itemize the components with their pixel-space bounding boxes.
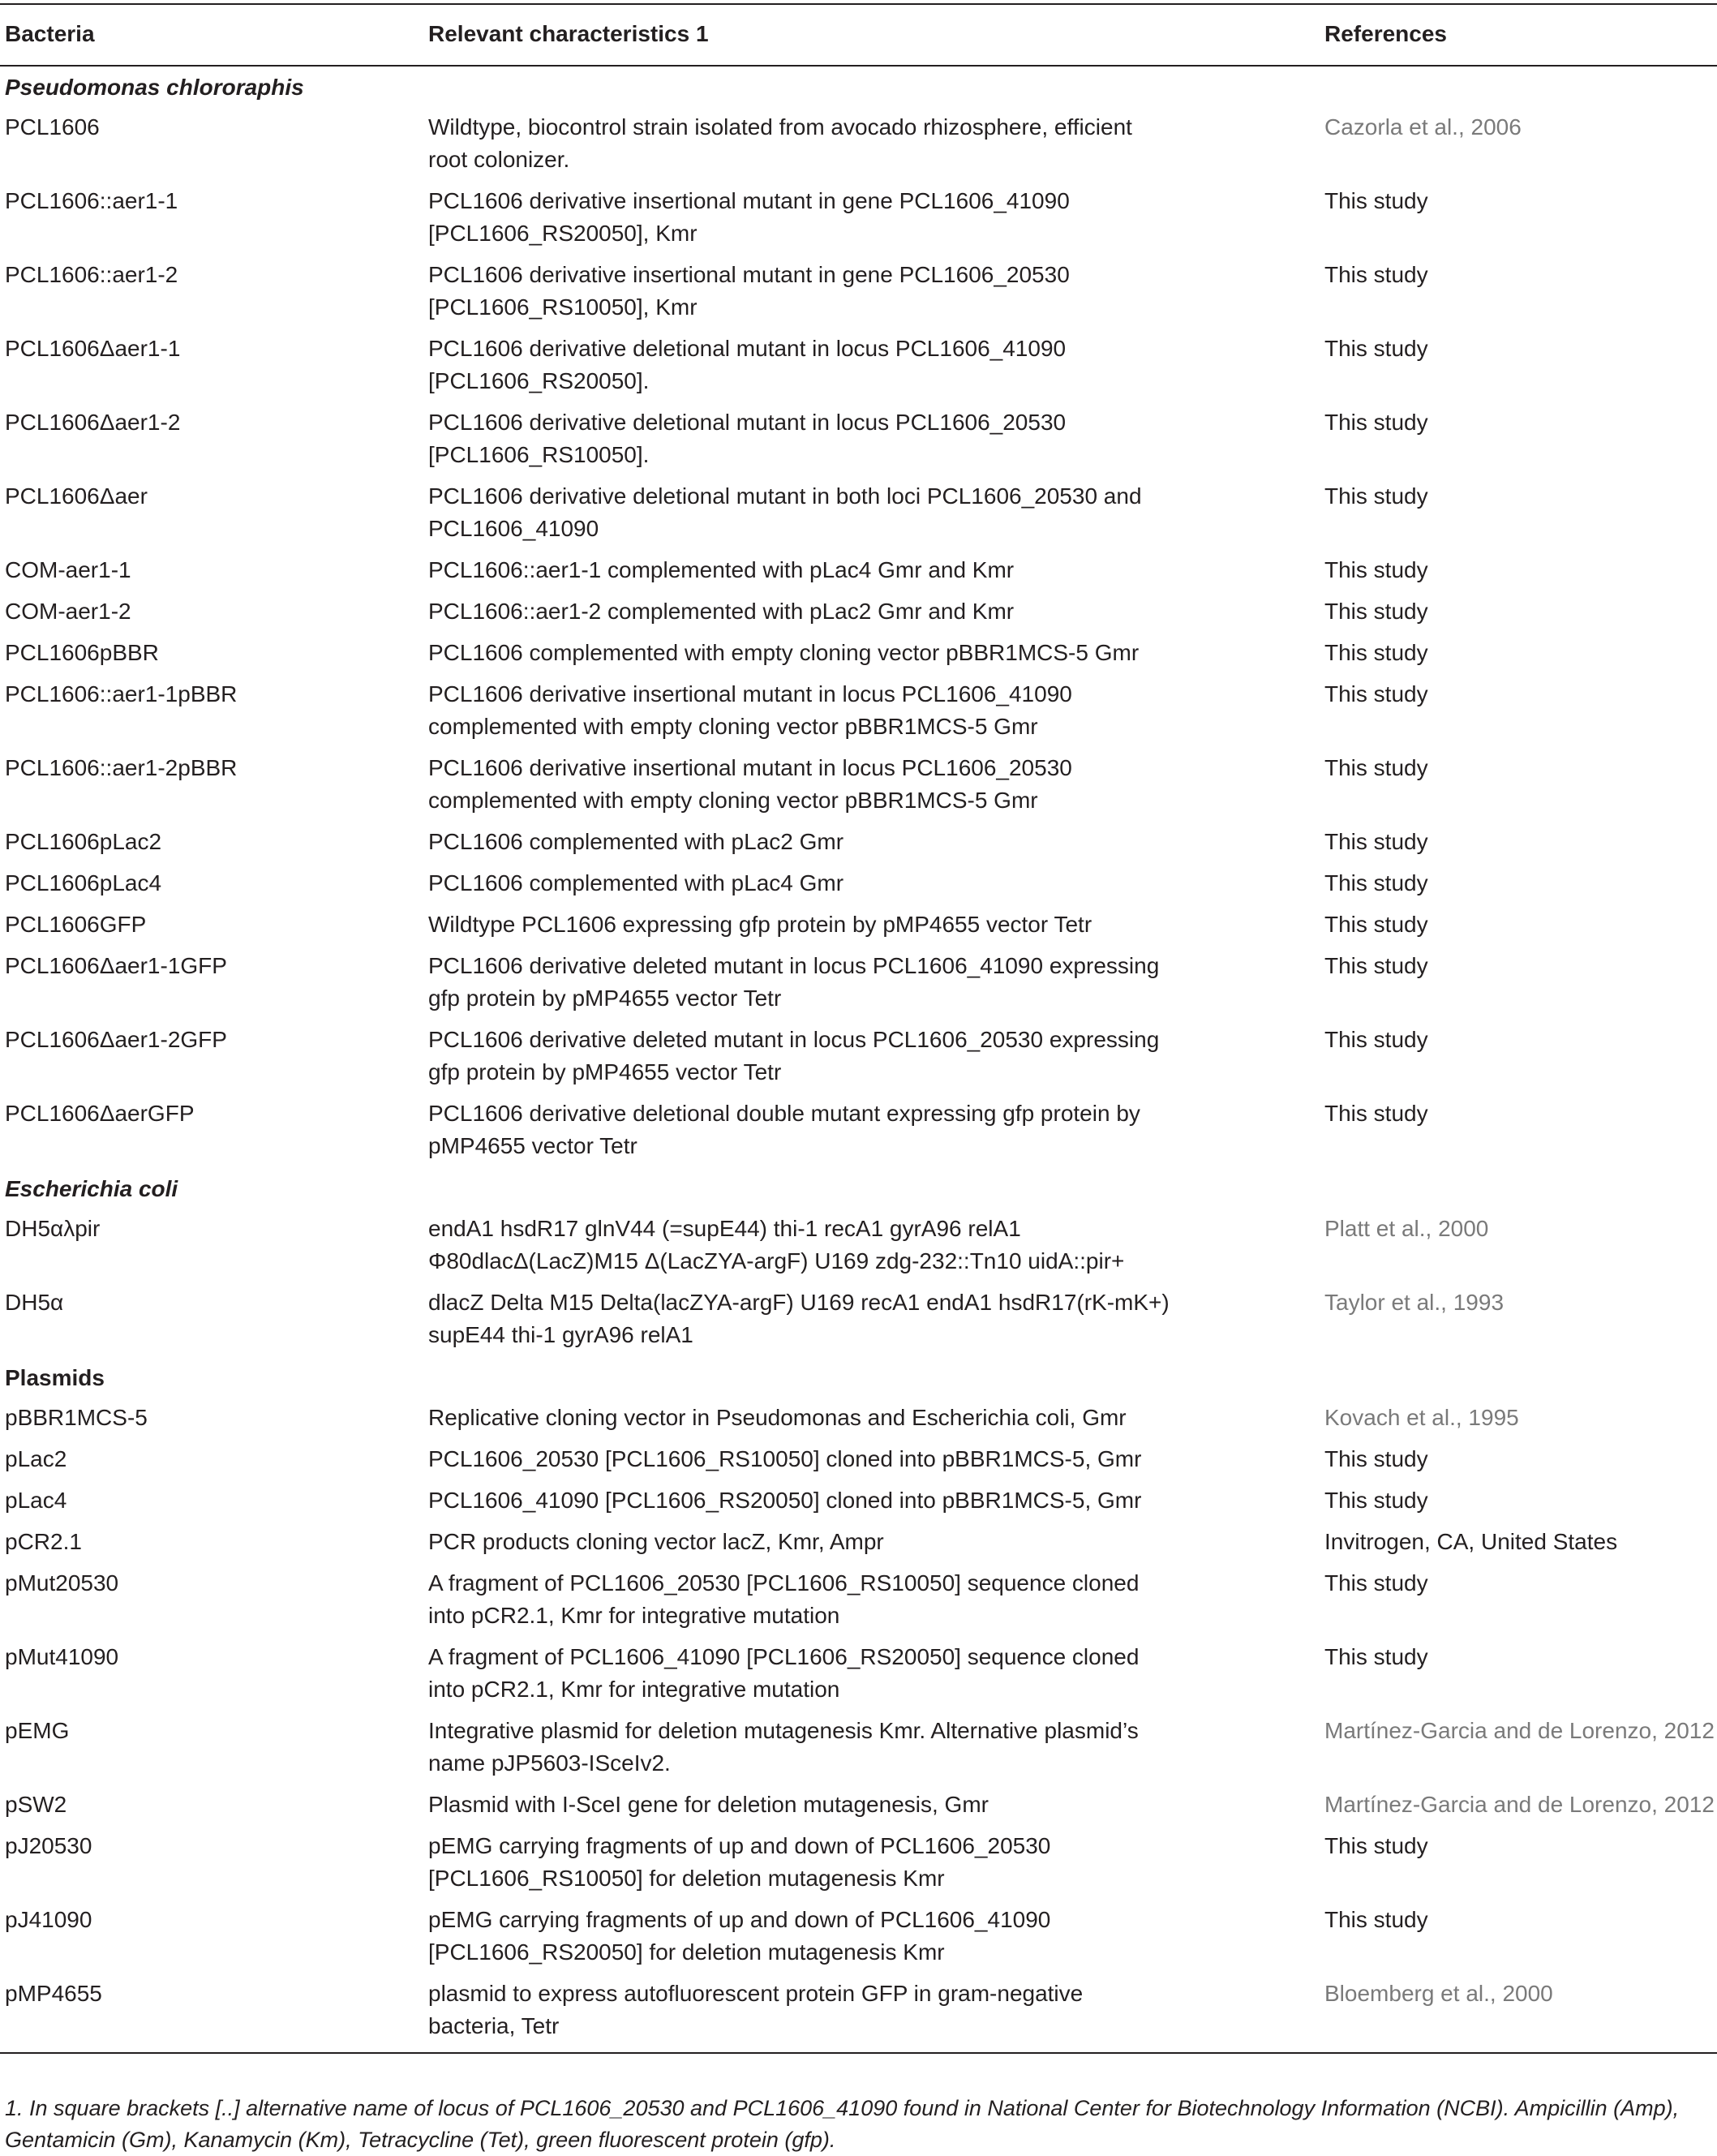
cell-reference: This study xyxy=(1324,410,1428,435)
section-heading: Escherichia coli xyxy=(5,1176,178,1201)
cell-bacteria: PCL1606Δaer1-2 xyxy=(5,410,181,435)
cell-reference: Platt et al., 2000 xyxy=(1324,1216,1489,1241)
cell-reference: Bloemberg et al., 2000 xyxy=(1320,1974,1717,2053)
cell-bacteria: PCL1606::aer1-1 xyxy=(5,188,178,213)
cell-reference: This study xyxy=(1324,829,1428,854)
cell-characteristics: Wildtype, biocontrol strain isolated from avocado rhizosphere, efficient root colonizer. xyxy=(428,114,1132,172)
cell-bacteria: COM-aer1-1 xyxy=(5,557,131,582)
table-row xyxy=(0,1711,1717,1785)
cell-bacteria: pMut20530 xyxy=(5,1570,119,1596)
cell-reference: This study xyxy=(1324,557,1428,582)
header-references: References xyxy=(1320,4,1717,66)
cell-reference: Cazorla et al., 2006 xyxy=(1324,114,1522,140)
cell-characteristics: PCL1606 derivative deletional mutant in locus PCL1606_20530 [PCL1606_RS10050]. xyxy=(428,410,1067,467)
table-row xyxy=(0,403,1717,477)
table-footnote: 1. In square brackets [..] alternative name of locus of PCL1606_20530 and PCL1606_41090 found in National Center for Biotechnology Information (NCBI). Ampicillin (Amp), Gentamicin (Gm), Kanamycin (Km), Tetracycline (Tet), green fluorescent protein (gfp). xyxy=(5,2096,1680,2152)
cell-bacteria: pEMG xyxy=(5,1718,70,1743)
cell-bacteria: PCL1606Δaer1-2GFP xyxy=(5,1027,227,1052)
cell-characteristics: PCL1606_41090 [PCL1606_RS20050] cloned into pBBR1MCS-5, Gmr xyxy=(428,1488,1142,1513)
table-row xyxy=(0,675,1717,749)
header-bacteria: Bacteria xyxy=(0,4,423,66)
table-row xyxy=(0,329,1717,403)
cell-bacteria: PCL1606::aer1-2pBBR xyxy=(5,755,238,780)
table-row xyxy=(0,1785,1717,1827)
cell-bacteria: PCL1606::aer1-2 xyxy=(5,262,178,287)
table-row xyxy=(0,182,1717,256)
cell-reference: Martínez-Garcia and de Lorenzo, 2012 xyxy=(1324,1718,1715,1743)
cell-bacteria: pCR2.1 xyxy=(5,1529,82,1554)
cell-characteristics: PCL1606 derivative deleted mutant in locus PCL1606_41090 expressing gfp protein by pMP4655 vector Tetr xyxy=(428,953,1160,1011)
cell-characteristics: Integrative plasmid for deletion mutagenesis Kmr. Alternative plasmid’s name pJP5603-ISceIv2. xyxy=(428,1718,1139,1776)
table-row xyxy=(0,905,1717,947)
cell-reference: Invitrogen, CA, United States xyxy=(1324,1529,1618,1554)
cell-characteristics: PCL1606 derivative insertional mutant in locus PCL1606_41090 complemented with empty cloning vector pBBR1MCS-5 Gmr xyxy=(428,681,1072,739)
cell-characteristics: PCL1606_20530 [PCL1606_RS10050] cloned into pBBR1MCS-5, Gmr xyxy=(428,1446,1142,1471)
table-row xyxy=(0,477,1717,551)
header-characteristics: Relevant characteristics 1 xyxy=(423,4,1320,66)
cell-reference: This study xyxy=(1324,188,1428,213)
cell-bacteria: DH5αλpir xyxy=(5,1216,101,1241)
cell-reference: This study xyxy=(1324,599,1428,624)
table-row xyxy=(0,1827,1717,1900)
cell-characteristics: PCL1606 derivative deleted mutant in locus PCL1606_20530 expressing gfp protein by pMP4655 vector Tetr xyxy=(428,1027,1160,1084)
cell-reference: This study xyxy=(1324,640,1428,665)
table-row xyxy=(0,749,1717,822)
cell-bacteria: PCL1606Δaer1-1 xyxy=(5,336,181,361)
cell-bacteria: DH5α xyxy=(5,1290,64,1315)
cell-characteristics: pEMG carrying fragments of up and down of PCL1606_41090 [PCL1606_RS20050] for deletion mutagenesis Kmr xyxy=(428,1907,1051,1965)
cell-bacteria: pJ20530 xyxy=(5,1833,92,1858)
cell-reference: This study xyxy=(1324,1488,1428,1513)
table-row xyxy=(0,256,1717,329)
table-row xyxy=(0,822,1717,864)
section-row xyxy=(0,1168,1717,1209)
table-body xyxy=(0,66,1717,2053)
cell-reference: This study xyxy=(1324,1027,1428,1052)
table-row xyxy=(0,1900,1717,1974)
cell-characteristics: pEMG carrying fragments of up and down of PCL1606_20530 [PCL1606_RS10050] for deletion mutagenesis Kmr xyxy=(428,1833,1051,1891)
table-row xyxy=(0,864,1717,905)
table-row xyxy=(0,1440,1717,1481)
table-row xyxy=(0,1974,1717,2053)
cell-bacteria: PCL1606pBBR xyxy=(5,640,159,665)
cell-bacteria: pLac4 xyxy=(5,1488,67,1513)
table-row xyxy=(0,108,1717,182)
cell-reference: Martínez-Garcia and de Lorenzo, 2012 xyxy=(1324,1792,1715,1817)
table-row xyxy=(0,592,1717,633)
cell-bacteria: pBBR1MCS-5 xyxy=(5,1405,148,1430)
cell-reference: Kovach et al., 1995 xyxy=(1324,1405,1519,1430)
cell-characteristics: PCL1606 derivative deletional double mutant expressing gfp protein by pMP4655 vector Tetr xyxy=(428,1101,1140,1158)
section-heading: Plasmids xyxy=(5,1365,105,1390)
table-row xyxy=(0,1398,1717,1440)
cell-reference: This study xyxy=(1324,483,1428,509)
cell-bacteria: PCL1606Δaer1-1GFP xyxy=(5,953,227,978)
cell-characteristics: Replicative cloning vector in Pseudomonas and Escherichia coli, Gmr xyxy=(428,1405,1127,1430)
cell-bacteria: PCL1606pLac2 xyxy=(5,829,162,854)
table-header-row xyxy=(0,4,1717,66)
cell-reference: This study xyxy=(1324,262,1428,287)
cell-reference: This study xyxy=(1324,1570,1428,1596)
cell-reference: This study xyxy=(1324,912,1428,937)
cell-characteristics: Wildtype PCL1606 expressing gfp protein by pMP4655 vector Tetr xyxy=(428,912,1092,937)
cell-characteristics: A fragment of PCL1606_20530 [PCL1606_RS10050] sequence cloned into pCR2.1, Kmr for integrative mutation xyxy=(428,1570,1140,1628)
cell-characteristics: PCL1606 derivative deletional mutant in locus PCL1606_41090 [PCL1606_RS20050]. xyxy=(428,336,1067,393)
cell-characteristics: PCL1606 complemented with pLac2 Gmr xyxy=(428,829,844,854)
cell-bacteria: PCL1606pLac4 xyxy=(5,870,162,895)
table-row xyxy=(0,551,1717,592)
table-row xyxy=(0,1094,1717,1168)
cell-reference: This study xyxy=(1324,755,1428,780)
cell-characteristics: PCL1606 derivative insertional mutant in gene PCL1606_41090 [PCL1606_RS20050], Kmr xyxy=(428,188,1070,246)
cell-characteristics: PCL1606 derivative insertional mutant in gene PCL1606_20530 [PCL1606_RS10050], Kmr xyxy=(428,262,1070,320)
cell-characteristics: Plasmid with I-SceI gene for deletion mutagenesis, Gmr xyxy=(428,1792,989,1817)
cell-bacteria: PCL1606::aer1-1pBBR xyxy=(5,681,238,706)
cell-reference: This study xyxy=(1324,1833,1428,1858)
table-row xyxy=(0,1638,1717,1711)
cell-characteristics: PCL1606::aer1-1 complemented with pLac4 Gmr and Kmr xyxy=(428,557,1015,582)
cell-reference: This study xyxy=(1324,1644,1428,1669)
table-row xyxy=(0,1209,1717,1283)
cell-reference: This study xyxy=(1324,681,1428,706)
cell-bacteria: pMP4655 xyxy=(0,1974,423,2053)
table-row xyxy=(0,1481,1717,1523)
cell-bacteria: PCL1606Δaer xyxy=(5,483,148,509)
table-row xyxy=(0,1523,1717,1564)
cell-reference: This study xyxy=(1324,1101,1428,1126)
cell-characteristics: PCL1606 complemented with empty cloning vector pBBR1MCS-5 Gmr xyxy=(428,640,1140,665)
cell-characteristics: PCL1606 derivative insertional mutant in locus PCL1606_20530 complemented with empty cloning vector pBBR1MCS-5 Gmr xyxy=(428,755,1072,813)
table-row xyxy=(0,1564,1717,1638)
cell-reference: This study xyxy=(1324,953,1428,978)
strains-plasmids-table xyxy=(0,3,1717,2054)
cell-bacteria: COM-aer1-2 xyxy=(5,599,131,624)
table-row xyxy=(0,947,1717,1020)
cell-reference: This study xyxy=(1324,1907,1428,1932)
cell-characteristics: plasmid to express autofluorescent protein GFP in gram-negative bacteria, Tetr xyxy=(423,1974,1320,2053)
cell-characteristics: endA1 hsdR17 glnV44 (=supE44) thi-1 recA1 gyrA96 relA1 Φ80dlacΔ(LacZ)M15 Δ(LacZYA-argF) U169 zdg-232::Tn10 uidA::pir+ xyxy=(428,1216,1125,1273)
cell-bacteria: pSW2 xyxy=(5,1792,67,1817)
table-row xyxy=(0,1283,1717,1357)
cell-characteristics: A fragment of PCL1606_41090 [PCL1606_RS20050] sequence cloned into pCR2.1, Kmr for integrative mutation xyxy=(428,1644,1140,1702)
cell-bacteria: PCL1606GFP xyxy=(5,912,147,937)
section-row xyxy=(0,66,1717,108)
cell-bacteria: pLac2 xyxy=(5,1446,67,1471)
section-heading: Pseudomonas chlororaphis xyxy=(5,75,304,100)
cell-characteristics: dlacZ Delta M15 Delta(lacZYA-argF) U169 recA1 endA1 hsdR17(rK-mK+) supE44 thi-1 gyrA96 relA1 xyxy=(428,1290,1170,1347)
cell-bacteria: pMut41090 xyxy=(5,1644,119,1669)
table-row xyxy=(0,633,1717,675)
cell-reference: This study xyxy=(1324,870,1428,895)
cell-characteristics: PCR products cloning vector lacZ, Kmr, Ampr xyxy=(428,1529,884,1554)
cell-reference: This study xyxy=(1324,336,1428,361)
cell-characteristics: PCL1606::aer1-2 complemented with pLac2 Gmr and Kmr xyxy=(428,599,1015,624)
cell-bacteria: PCL1606ΔaerGFP xyxy=(5,1101,195,1126)
cell-reference: Taylor et al., 1993 xyxy=(1324,1290,1505,1315)
table-row xyxy=(0,1020,1717,1094)
cell-bacteria: pJ41090 xyxy=(5,1907,92,1932)
cell-characteristics: PCL1606 derivative deletional mutant in both loci PCL1606_20530 and PCL1606_41090 xyxy=(428,483,1142,541)
section-row xyxy=(0,1357,1717,1398)
cell-bacteria: PCL1606 xyxy=(5,114,100,140)
cell-reference: This study xyxy=(1324,1446,1428,1471)
cell-characteristics: PCL1606 complemented with pLac4 Gmr xyxy=(428,870,844,895)
